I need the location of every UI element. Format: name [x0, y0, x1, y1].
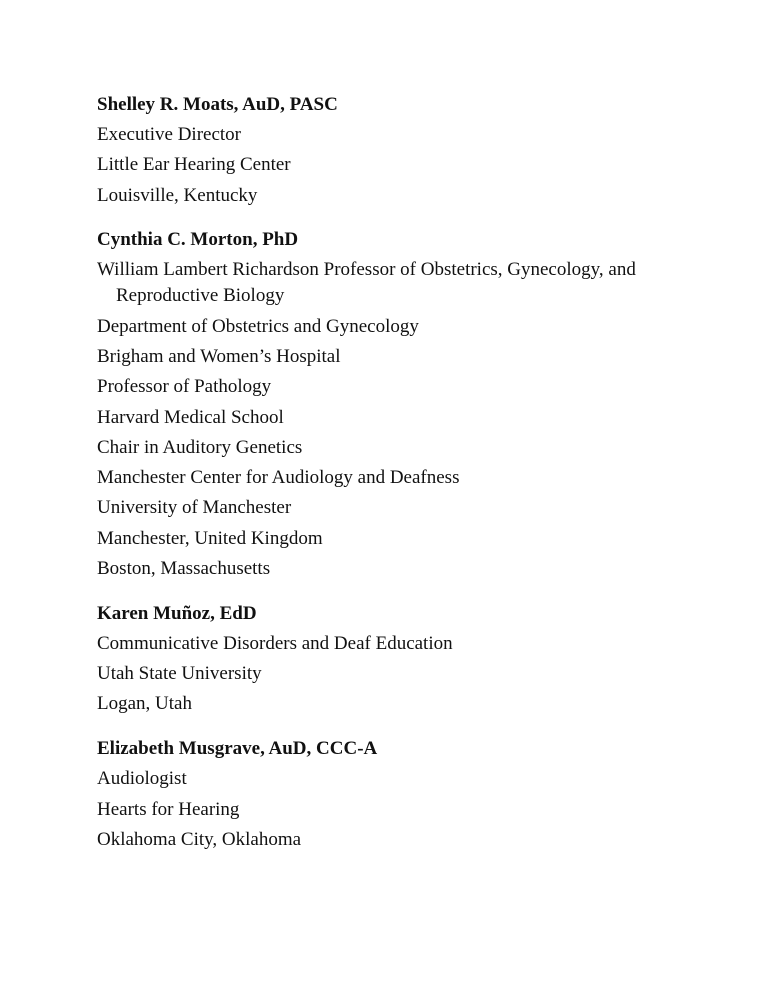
affiliation-line-continuation: Reproductive Biology — [116, 284, 285, 306]
contributor-entry-munoz — [97, 601, 737, 720]
affiliation-line: Manchester, United Kingdom — [97, 527, 323, 549]
contributor-entry-musgrave — [97, 736, 737, 855]
affiliation-line: Manchester Center for Audiology and Deafness — [97, 467, 460, 489]
affiliation-line: Hearts for Hearing — [97, 798, 240, 820]
affiliation-line: Louisville, Kentucky — [97, 184, 258, 206]
affiliation-line: Harvard Medical School — [97, 406, 284, 428]
affiliation-line: Logan, Utah — [97, 693, 192, 715]
affiliation-line: Professor of Pathology — [97, 376, 272, 398]
affiliation-line: Boston, Massachusetts — [97, 558, 271, 580]
affiliation-line: Little Ear Hearing Center — [97, 154, 291, 176]
affiliation-line: Executive Director — [97, 124, 242, 145]
affiliation-line: Brigham and Women’s Hospital — [97, 345, 341, 367]
contributor-name: Shelley R. Moats, AuD, PASC — [97, 94, 338, 115]
contributor-name: Karen Muñoz, EdD — [97, 602, 257, 624]
affiliation-line: University of Manchester — [97, 497, 292, 519]
contributor-name: Cynthia C. Morton, PhD — [97, 229, 299, 251]
affiliation-line: Audiologist — [97, 768, 187, 790]
contributor-name: Elizabeth Musgrave, AuD, CCC-A — [97, 738, 378, 760]
affiliation-line: Department of Obstetrics and Gynecology — [97, 315, 419, 337]
affiliation-line: Chair in Auditory Genetics — [97, 436, 303, 458]
affiliation-line: William Lambert Richardson Professor of Obstetrics, Gynecology, and — [97, 259, 636, 281]
contributor-entry-moats — [97, 92, 737, 211]
affiliation-line: Communicative Disorders and Deaf Education — [97, 632, 453, 654]
affiliation-line: Oklahoma City, Oklahoma — [97, 828, 302, 850]
contributor-entry-morton — [97, 227, 737, 584]
affiliation-line: Utah State University — [97, 663, 262, 685]
contributor-list — [97, 92, 737, 872]
